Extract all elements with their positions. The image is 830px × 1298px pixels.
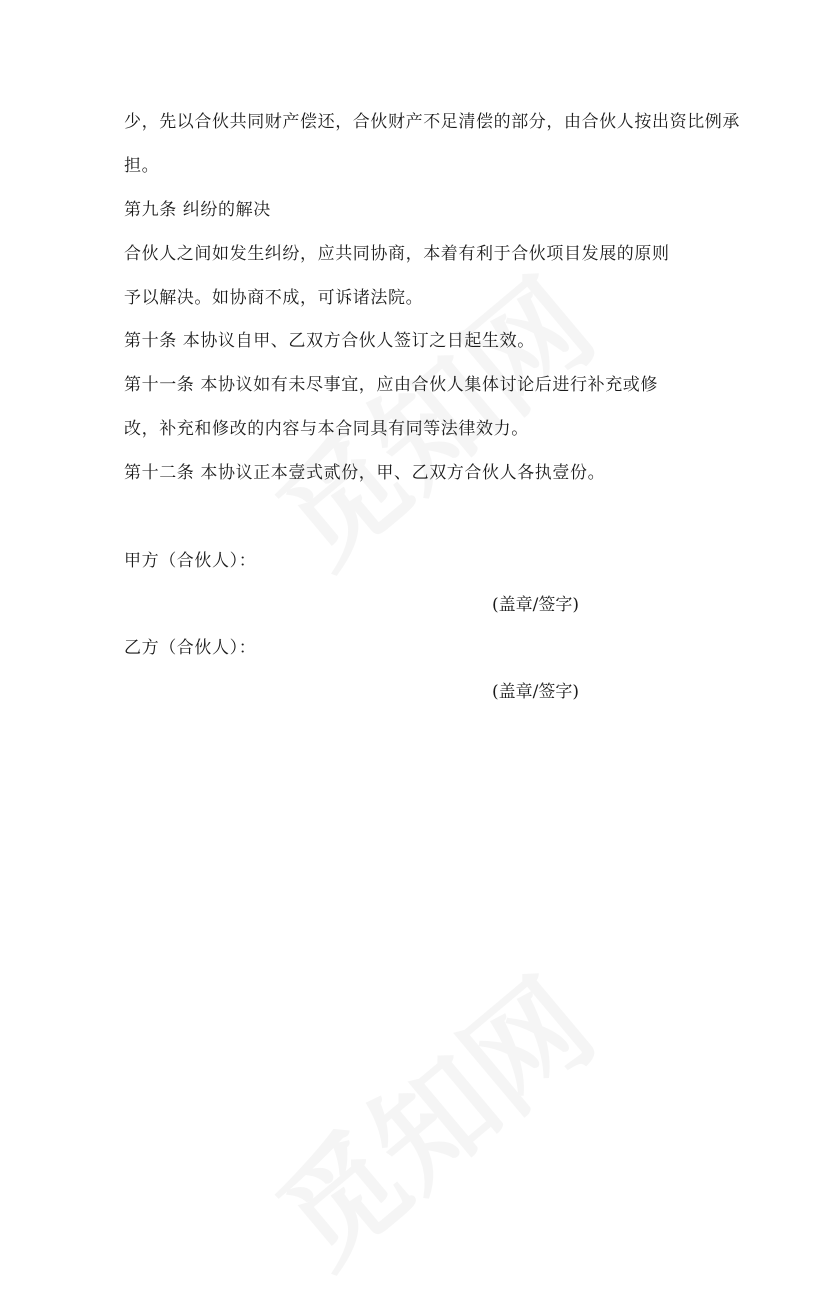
section-heading: 第九条 纠纷的解决	[124, 200, 271, 220]
paragraph-line: 担。	[124, 156, 160, 176]
party-b-label: 乙方（合伙人）：	[124, 638, 257, 658]
party-a-signature: (盖章/签字)	[492, 595, 579, 615]
party-a-label: 甲方（合伙人）：	[124, 551, 257, 571]
paragraph-line: 少，先以合伙共同财产偿还，合伙财产不足清偿的部分，由合伙人按出资比例承	[124, 112, 740, 132]
paragraph-line: 合伙人之间如发生纠纷，应共同协商，本着有利于合伙项目发展的原则	[124, 244, 670, 264]
paragraph-line: 第十条 本协议自甲、乙双方合伙人签订之日起生效。	[124, 331, 535, 351]
watermark	[237, 934, 623, 1297]
paragraph-line: 第十二条 本协议正本壹式贰份，甲、乙双方合伙人各执壹份。	[124, 463, 606, 483]
party-b-signature: (盖章/签字)	[492, 682, 579, 702]
paragraph-line: 予以解决。如协商不成，可诉诸法院。	[124, 288, 424, 308]
paragraph-line: 改，补充和修改的内容与本合同具有同等法律效力。	[124, 419, 529, 439]
paragraph-line: 第十一条 本协议如有未尽事宜，应由合伙人集体讨论后进行补充或修	[124, 375, 659, 395]
